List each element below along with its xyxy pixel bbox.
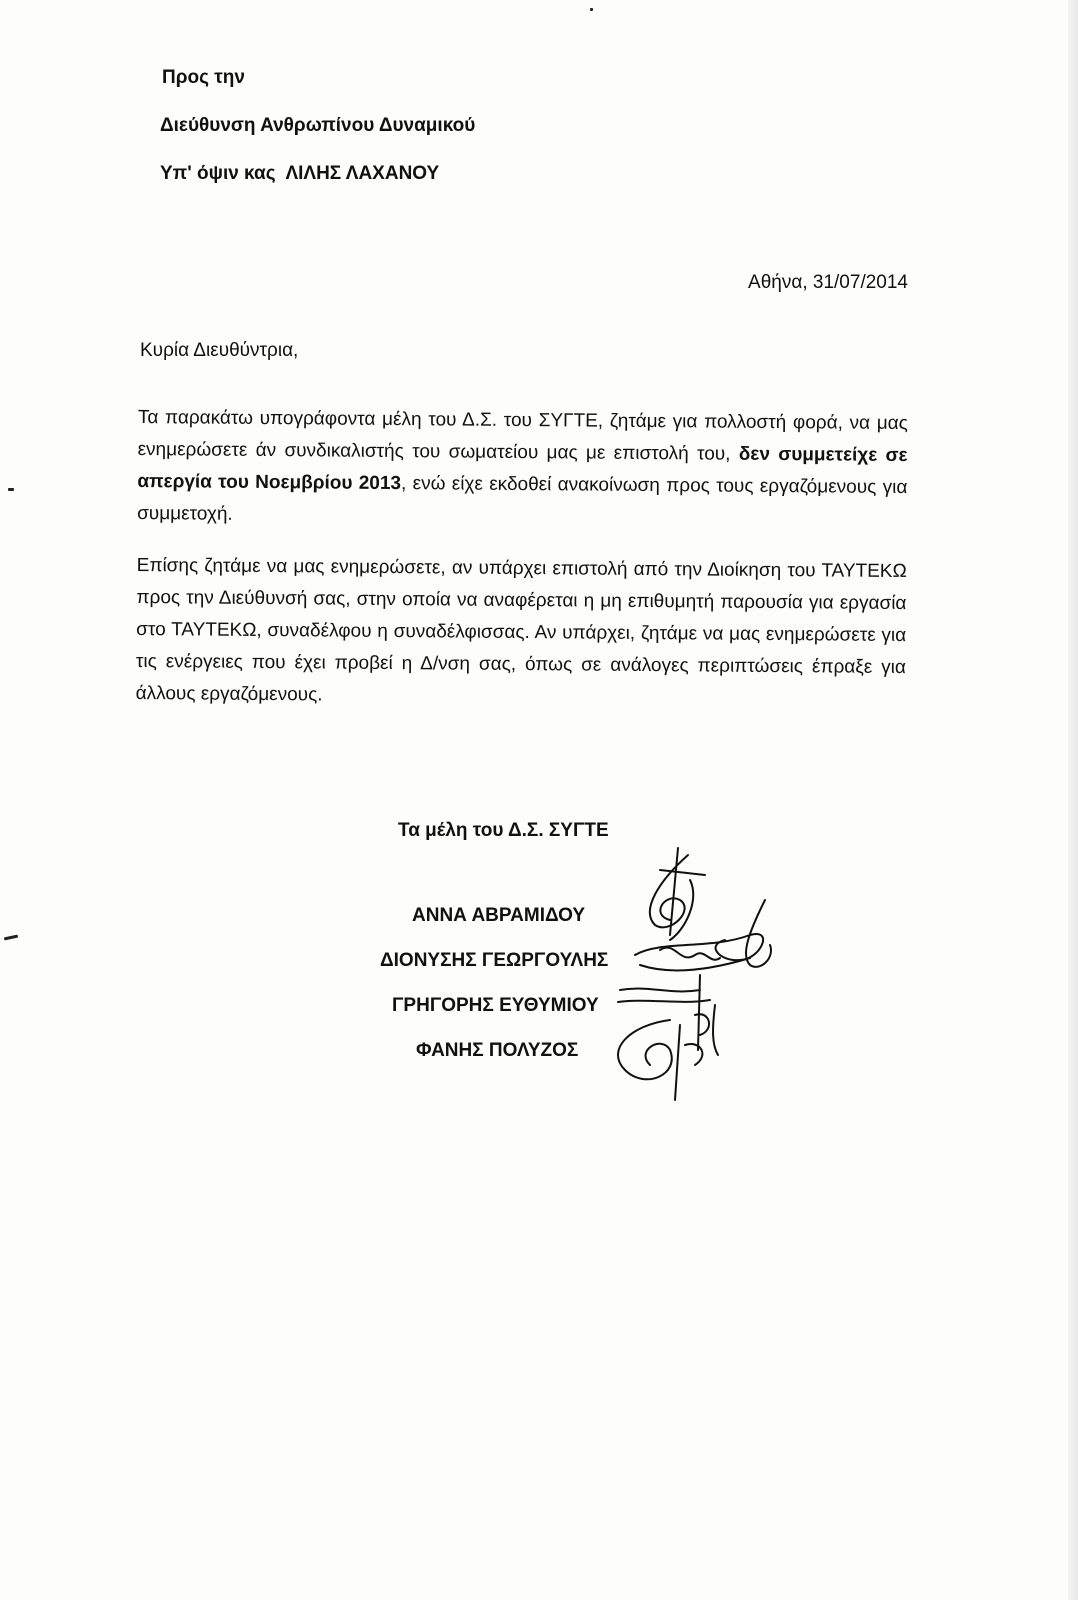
body-paragraph-1-end: , ενώ είχε εκδοθεί ανακοίνωση προς τους εργαζόμενους για συμμετοχή. — [137, 473, 908, 525]
signatory-name: ΓΡΗΓΟΡΗΣ ΕΥΘΥΜΙΟΥ — [392, 995, 599, 1016]
recipient-attention-name: ΛΙΛΗΣ ΛΑΧΑΝΟΥ — [285, 163, 440, 184]
signature-stroke — [618, 975, 710, 1050]
scan-edge-shadow — [1068, 0, 1078, 1600]
signatory-name: ΦΑΝΗΣ ΠΟΛΥΖΟΣ — [416, 1040, 579, 1061]
letter-body — [135, 402, 908, 736]
scan-speck — [4, 935, 18, 941]
recipient-attention-prefix: Υπ' όψιν κας — [160, 163, 276, 184]
signatory-name: ΔΙΟΝΥΣΗΣ ΓΕΩΡΓΟΥΛΗΣ — [380, 950, 609, 971]
body-paragraph-2: Επίσης ζητάμε να μας ενημερώσετε, αν υπάρχει επιστολή από την Διοίκηση του ΤΑΥΤΕΚΩ προς την Διεύθυνσή σας, στην οποία να αναφέρεται η μη επιθυμητή παρουσία για εργασία στο ΤΑΥΤΕΚΩ, συναδέλφου η συναδέλφισσας. Αν υπάρχει, ζητάμε να μας ενημερώσετε για τις ενέργειες που έχει προβεί η Δ/νση σας, όπως σε ανάλογες περιπτώσεις έπραξε για άλλους εργαζόμενους. — [135, 554, 907, 706]
scan-speck — [8, 488, 14, 491]
recipient-attention — [160, 164, 439, 183]
salutation: Κυρία Διευθύντρια, — [140, 340, 299, 361]
recipient-department: Διεύθυνση Ανθρωπίνου Δυναμικού — [160, 115, 476, 136]
body-paragraph-1-emphasis: δεν συμμετείχε σε απεργία του Νοεμβρίου 2013 — [137, 443, 908, 495]
signature-stroke — [635, 900, 771, 970]
body-paragraph-1 — [137, 402, 908, 536]
body-paragraph-1-start: Τα παρακάτω υπογράφοντα μέλη του Δ.Σ. του ΣΥΓΤΕ, ζητάμε για πολλοστή φορά, να μας ενημερώσετε άν συνδικαλιστής του σωματείου μας με επιστολή του, — [137, 406, 908, 465]
handwritten-signatures — [600, 840, 800, 1110]
signature-stroke — [713, 1005, 718, 1055]
signatory-name: ΑΝΝΑ ΑΒΡΑΜΙΔΟΥ — [412, 905, 586, 926]
signature-stroke — [618, 1020, 702, 1100]
letter-date: Αθήνα, 31/07/2014 — [748, 272, 908, 293]
signature-stroke — [650, 848, 705, 935]
scan-speck — [590, 8, 593, 11]
signoff-title: Τα μέλη του Δ.Σ. ΣΥΓΤΕ — [398, 820, 609, 841]
recipient-line-to: Προς την — [162, 67, 245, 88]
signature-stroke — [660, 948, 720, 960]
